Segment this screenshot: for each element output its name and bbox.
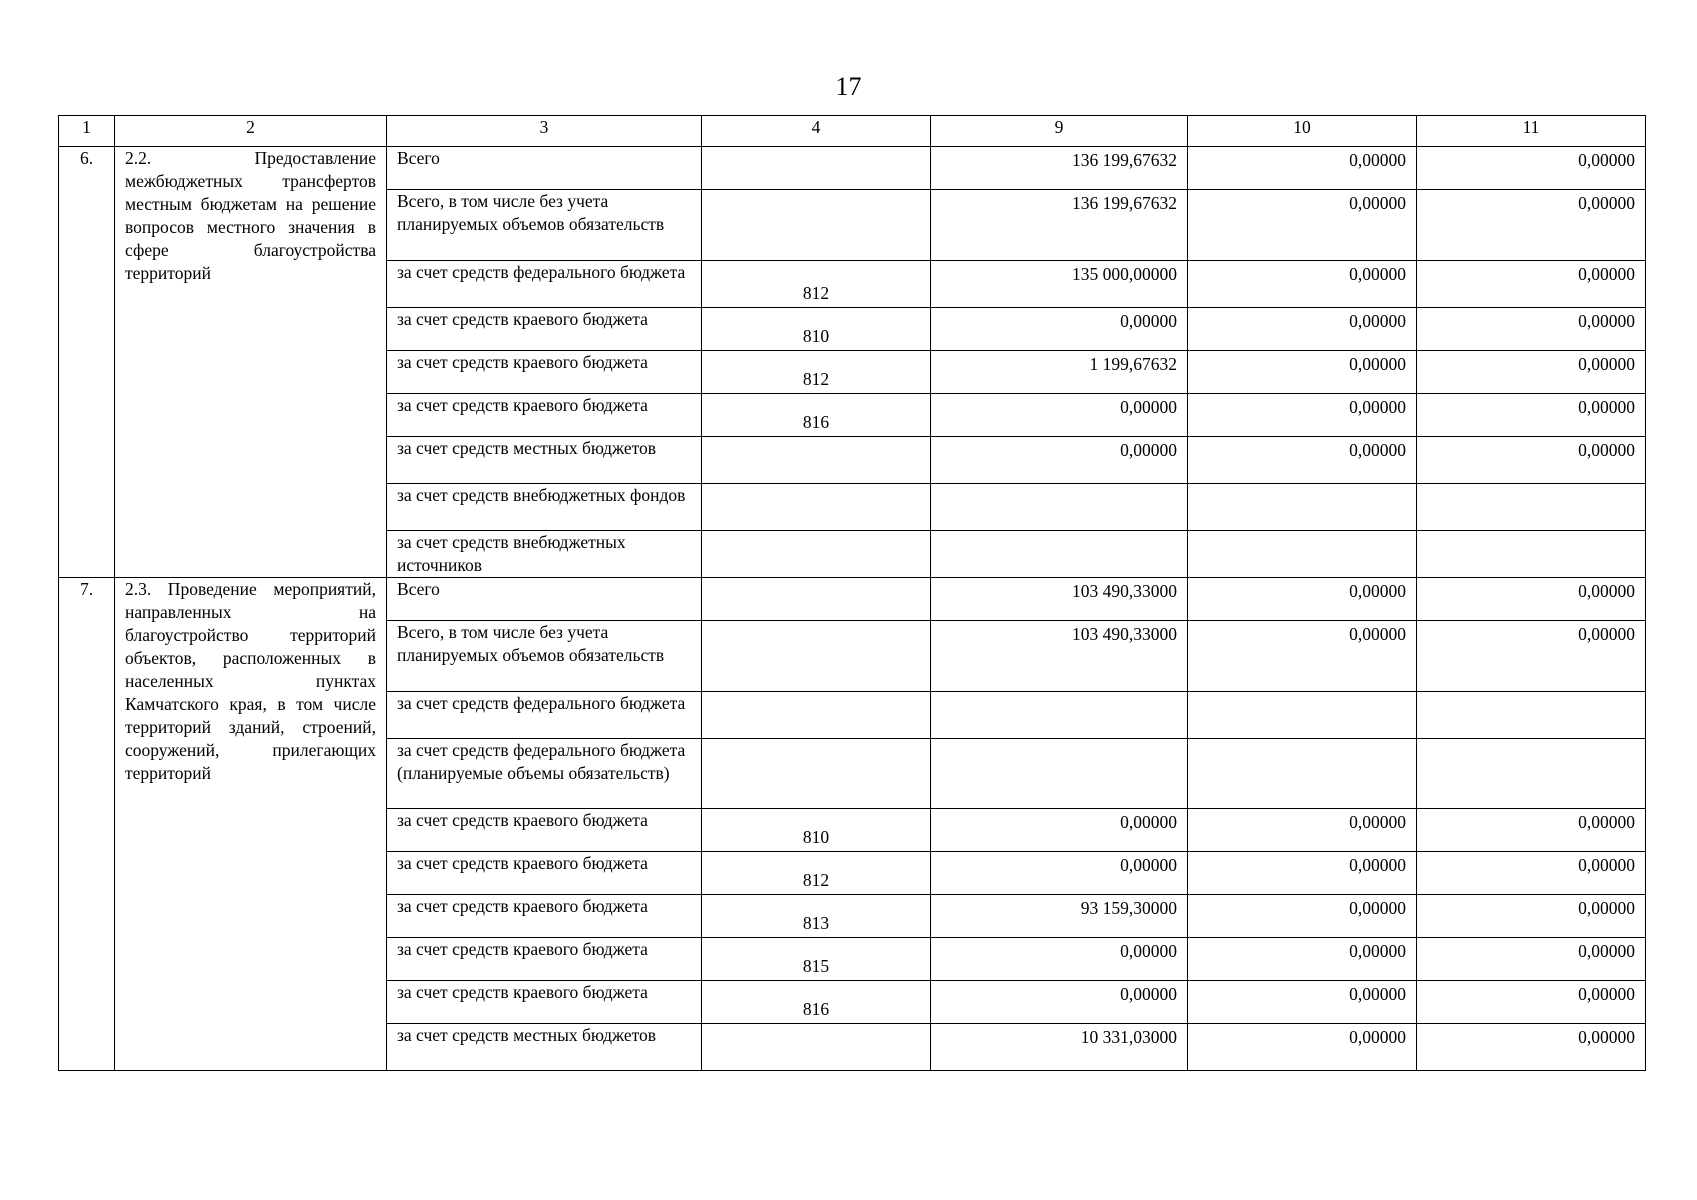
budget-code: 816 xyxy=(702,394,931,437)
budget-code xyxy=(702,621,931,692)
budget-code xyxy=(702,1024,931,1071)
budget-code xyxy=(702,484,931,531)
value-col-10: 0,00000 xyxy=(1188,147,1417,190)
header-cell: 10 xyxy=(1188,116,1417,147)
value-col-10: 0,00000 xyxy=(1188,1024,1417,1071)
value-col-9: 0,00000 xyxy=(931,809,1188,852)
value-col-9: 135 000,00000 xyxy=(931,261,1188,308)
funding-source: за счет средств местных бюджетов xyxy=(387,1024,702,1071)
value-col-9 xyxy=(931,484,1188,531)
budget-code xyxy=(702,190,931,261)
header-cell: 11 xyxy=(1417,116,1646,147)
value-col-9: 136 199,67632 xyxy=(931,147,1188,190)
header-cell: 4 xyxy=(702,116,931,147)
funding-source: Всего xyxy=(387,578,702,621)
value-col-11: 0,00000 xyxy=(1417,351,1646,394)
value-col-9: 136 199,67632 xyxy=(931,190,1188,261)
page-number: 17 xyxy=(835,72,862,101)
value-col-9: 0,00000 xyxy=(931,308,1188,351)
value-col-11: 0,00000 xyxy=(1417,981,1646,1024)
value-col-9: 103 490,33000 xyxy=(931,578,1188,621)
funding-source: за счет средств краевого бюджета xyxy=(387,308,702,351)
value-col-11: 0,00000 xyxy=(1417,147,1646,190)
budget-code xyxy=(702,692,931,739)
value-col-9: 93 159,30000 xyxy=(931,895,1188,938)
value-col-9 xyxy=(931,531,1188,578)
header-row xyxy=(59,116,1646,147)
value-col-10: 0,00000 xyxy=(1188,895,1417,938)
budget-code: 812 xyxy=(702,261,931,308)
value-col-10: 0,00000 xyxy=(1188,621,1417,692)
value-col-11: 0,00000 xyxy=(1417,895,1646,938)
value-col-11 xyxy=(1417,739,1646,809)
budget-code xyxy=(702,739,931,809)
funding-source: Всего, в том числе без учета планируемых объемов обязательств xyxy=(387,190,702,261)
header-cell: 3 xyxy=(387,116,702,147)
funding-source: Всего xyxy=(387,147,702,190)
value-col-10: 0,00000 xyxy=(1188,852,1417,895)
value-col-11 xyxy=(1417,531,1646,578)
budget-code: 816 xyxy=(702,981,931,1024)
value-col-9 xyxy=(931,739,1188,809)
value-col-11: 0,00000 xyxy=(1417,938,1646,981)
table-row xyxy=(59,578,1646,621)
value-col-11: 0,00000 xyxy=(1417,308,1646,351)
value-col-11: 0,00000 xyxy=(1417,261,1646,308)
value-col-10: 0,00000 xyxy=(1188,938,1417,981)
value-col-9: 10 331,03000 xyxy=(931,1024,1188,1071)
value-col-11: 0,00000 xyxy=(1417,1024,1646,1071)
funding-source: за счет средств краевого бюджета xyxy=(387,938,702,981)
value-col-10: 0,00000 xyxy=(1188,351,1417,394)
budget-code xyxy=(702,147,931,190)
value-col-9 xyxy=(931,692,1188,739)
value-col-10: 0,00000 xyxy=(1188,437,1417,484)
value-col-10: 0,00000 xyxy=(1188,394,1417,437)
budget-table xyxy=(58,115,1646,1071)
budget-code: 812 xyxy=(702,852,931,895)
budget-code xyxy=(702,531,931,578)
funding-source: за счет средств федерального бюджета (планируемые объемы обязательств) xyxy=(387,739,702,809)
value-col-11 xyxy=(1417,484,1646,531)
value-col-11: 0,00000 xyxy=(1417,394,1646,437)
budget-code: 812 xyxy=(702,351,931,394)
row-number: 7. xyxy=(59,578,115,1071)
value-col-9: 1 199,67632 xyxy=(931,351,1188,394)
value-col-11: 0,00000 xyxy=(1417,621,1646,692)
value-col-11: 0,00000 xyxy=(1417,852,1646,895)
funding-source: за счет средств краевого бюджета xyxy=(387,852,702,895)
row-number: 6. xyxy=(59,147,115,578)
funding-source: за счет средств внебюджетных фондов xyxy=(387,484,702,531)
table-row xyxy=(59,147,1646,190)
header-cell: 2 xyxy=(115,116,387,147)
budget-code: 810 xyxy=(702,308,931,351)
value-col-10: 0,00000 xyxy=(1188,308,1417,351)
funding-source: за счет средств краевого бюджета xyxy=(387,895,702,938)
measure-name: 2.3. Проведение мероприятий, направленных на благоустройство территорий объектов, расположенных в населенных пунктах Камчатского края, в том числе территорий зданий, строений, сооружений, прилегающих территорий xyxy=(115,578,387,1071)
budget-code: 815 xyxy=(702,938,931,981)
header-cell: 1 xyxy=(59,116,115,147)
value-col-9: 0,00000 xyxy=(931,437,1188,484)
value-col-10 xyxy=(1188,692,1417,739)
value-col-10 xyxy=(1188,531,1417,578)
value-col-10 xyxy=(1188,739,1417,809)
value-col-10: 0,00000 xyxy=(1188,809,1417,852)
funding-source: за счет средств краевого бюджета xyxy=(387,394,702,437)
value-col-10 xyxy=(1188,484,1417,531)
header-cell: 9 xyxy=(931,116,1188,147)
value-col-11: 0,00000 xyxy=(1417,578,1646,621)
value-col-9: 0,00000 xyxy=(931,938,1188,981)
value-col-9: 0,00000 xyxy=(931,394,1188,437)
funding-source: за счет средств внебюджетных источников xyxy=(387,531,702,578)
value-col-11: 0,00000 xyxy=(1417,809,1646,852)
value-col-10: 0,00000 xyxy=(1188,261,1417,308)
budget-code: 810 xyxy=(702,809,931,852)
value-col-11 xyxy=(1417,692,1646,739)
budget-code: 813 xyxy=(702,895,931,938)
value-col-11: 0,00000 xyxy=(1417,190,1646,261)
funding-source: Всего, в том числе без учета планируемых объемов обязательств xyxy=(387,621,702,692)
funding-source: за счет средств краевого бюджета xyxy=(387,981,702,1024)
measure-name: 2.2. Предоставление межбюджетных трансфертов местным бюджетам на решение вопросов местного значения в сфере благоустройства территорий xyxy=(115,147,387,578)
value-col-10: 0,00000 xyxy=(1188,190,1417,261)
budget-code xyxy=(702,578,931,621)
value-col-9: 0,00000 xyxy=(931,852,1188,895)
value-col-9: 103 490,33000 xyxy=(931,621,1188,692)
funding-source: за счет средств краевого бюджета xyxy=(387,351,702,394)
funding-source: за счет средств федерального бюджета xyxy=(387,261,702,308)
budget-code xyxy=(702,437,931,484)
funding-source: за счет средств местных бюджетов xyxy=(387,437,702,484)
value-col-10: 0,00000 xyxy=(1188,578,1417,621)
value-col-10: 0,00000 xyxy=(1188,981,1417,1024)
funding-source: за счет средств краевого бюджета xyxy=(387,809,702,852)
value-col-9: 0,00000 xyxy=(931,981,1188,1024)
value-col-11: 0,00000 xyxy=(1417,437,1646,484)
funding-source: за счет средств федерального бюджета xyxy=(387,692,702,739)
